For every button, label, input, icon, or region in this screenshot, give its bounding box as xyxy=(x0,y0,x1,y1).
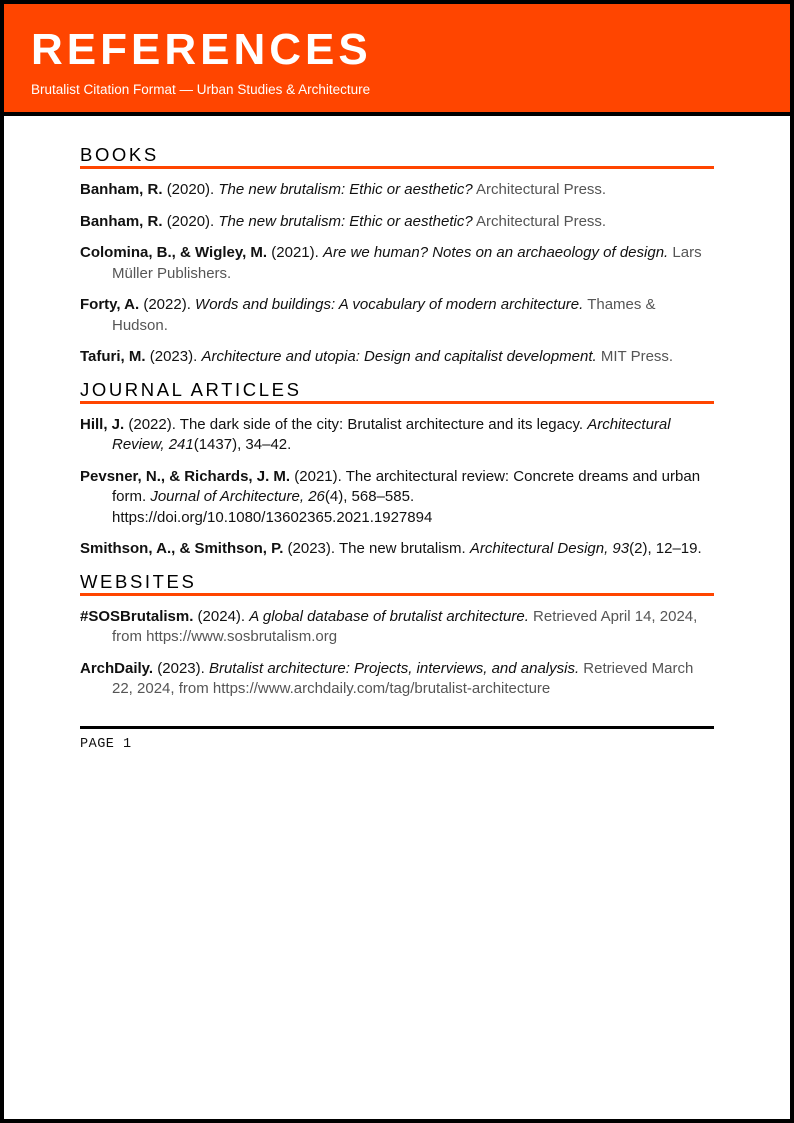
entry-title: Brutalist architecture: Projects, interviews, and analysis. xyxy=(208,659,580,677)
reference-entry xyxy=(80,243,714,284)
page-title: REFERENCES xyxy=(31,25,372,74)
entry-journal: Journal of Architecture, 26 xyxy=(150,488,325,505)
entry-title: The new brutalism: Ethic or aesthetic? xyxy=(218,212,473,230)
entry-journal: Architectural Design, 93 xyxy=(469,540,630,557)
entry-author: Tafuri, M. xyxy=(80,348,146,365)
books-section xyxy=(80,144,714,368)
section-heading-websites: WEBSITES xyxy=(80,571,714,596)
entry-author: Banham, R. xyxy=(80,212,163,230)
entry-author: Forty, A. xyxy=(80,296,140,313)
entry-publisher: Thames & Hudson. xyxy=(112,296,656,334)
section-heading-books: BOOKS xyxy=(80,144,714,169)
entry-retrieved-link[interactable]: Retrieved March 22, 2024, from https://www.archdaily.com/tag/brutalist-architecture xyxy=(112,659,694,697)
entry-publisher: MIT Press. xyxy=(600,348,674,365)
reference-entry xyxy=(80,295,714,336)
entry-author: Pevsner, N., & Richards, J. M. xyxy=(80,467,291,485)
entry-year: (2022). xyxy=(143,296,191,313)
entry-author: Colomina, B., & Wigley, M. xyxy=(80,244,268,261)
page-subtitle: Brutalist Citation Format — Urban Studies & Architecture xyxy=(31,82,371,97)
page-header xyxy=(4,4,790,116)
entry-journal: Architectural Review, 241 xyxy=(112,415,671,453)
entry-details: (1437), 34–42. xyxy=(193,436,292,453)
entry-title: A global database of brutalist architecture. xyxy=(249,607,529,625)
entry-retrieved-link[interactable]: Retrieved April 14, 2024, from https://www.sosbrutalism.org xyxy=(112,607,698,645)
entry-title: Are we human? Notes on an archaeology of design. xyxy=(322,244,669,261)
reference-entry xyxy=(80,347,714,368)
reference-entry xyxy=(80,607,714,648)
entry-year: (2023). xyxy=(149,348,198,365)
page-footer xyxy=(80,726,714,752)
entry-details: (4), 568–585. xyxy=(324,488,415,505)
entry-year: (2021). xyxy=(294,467,342,485)
entry-author: Smithson, A., & Smithson, P. xyxy=(80,540,284,557)
entry-author: ArchDaily. xyxy=(80,659,154,677)
reference-entry xyxy=(80,212,714,233)
entry-author: #SOSBrutalism. xyxy=(80,607,194,625)
reference-entry xyxy=(80,539,714,560)
entry-year: (2021). xyxy=(271,244,319,261)
entry-year: (2023). xyxy=(157,659,205,677)
entry-title: Words and buildings: A vocabulary of modern architecture. xyxy=(195,296,584,313)
section-heading-journals: JOURNAL ARTICLES xyxy=(80,379,714,404)
entry-publisher: Architectural Press. xyxy=(476,212,607,230)
entry-year: (2022). xyxy=(128,415,176,433)
entry-title: Architecture and utopia: Design and capitalist development. xyxy=(201,348,597,365)
entry-year: (2023). xyxy=(287,540,336,557)
entry-publisher: Lars Müller Publishers. xyxy=(112,244,702,282)
references-content xyxy=(4,116,790,752)
journals-section xyxy=(80,379,714,560)
entry-title: The new brutalism: Ethic or aesthetic? xyxy=(218,181,473,198)
page-number: PAGE 1 xyxy=(80,736,132,752)
entry-year: (2020). xyxy=(166,181,215,198)
entry-article-title: The new brutalism. xyxy=(338,540,466,557)
websites-section xyxy=(80,571,714,700)
reference-entry xyxy=(80,659,714,700)
entry-author: Banham, R. xyxy=(80,181,163,198)
entry-doi-link[interactable]: https://doi.org/10.1080/13602365.2021.1927894 xyxy=(112,508,433,526)
entry-publisher: Architectural Press. xyxy=(476,181,607,198)
entry-author: Hill, J. xyxy=(80,415,125,433)
entry-article-title: The dark side of the city: Brutalist architecture and its legacy. xyxy=(179,415,584,433)
reference-entry xyxy=(80,467,714,529)
entry-year: (2020). xyxy=(166,212,215,230)
entry-year: (2024). xyxy=(197,607,246,625)
reference-entry xyxy=(80,415,714,456)
reference-entry xyxy=(80,180,714,201)
entry-details: (2), 12–19. xyxy=(629,540,702,557)
entry-article-title: The architectural review: Concrete dreams and urban form. xyxy=(112,467,701,505)
